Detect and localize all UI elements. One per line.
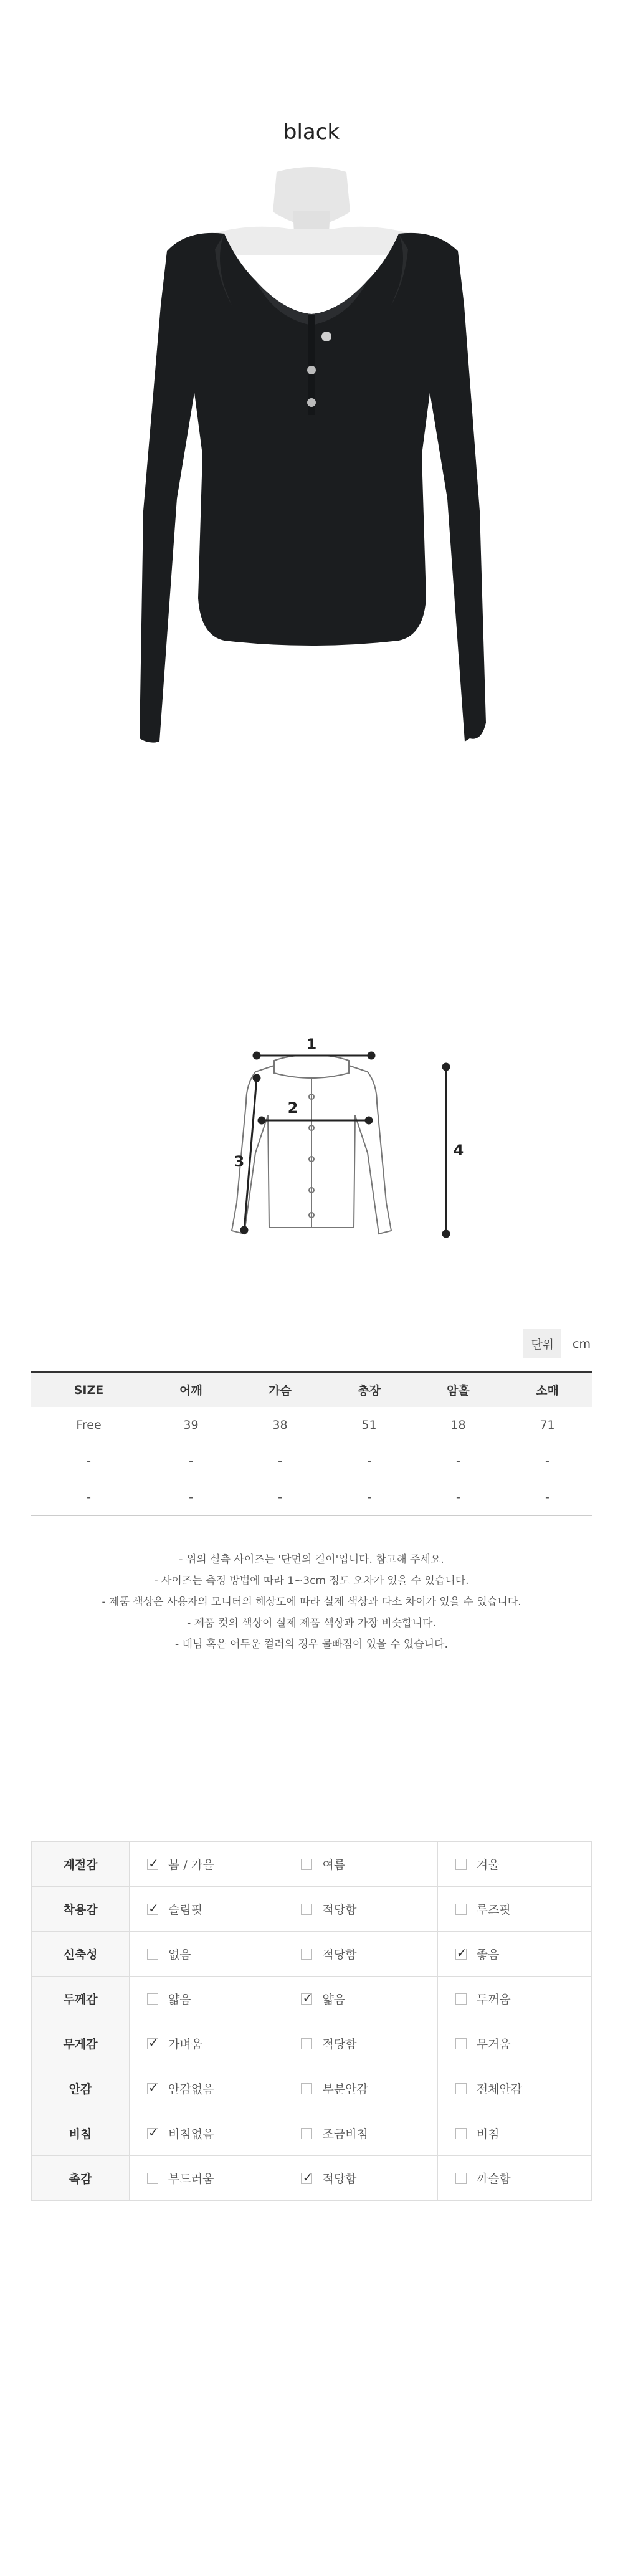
measurement-diagram — [0, 1028, 623, 1277]
fabric-option-label: 비침없음 — [168, 2127, 214, 2141]
unit-value: cm — [573, 1337, 591, 1351]
fabric-info-table — [31, 1841, 592, 2201]
fabric-option — [283, 2156, 437, 2201]
fabric-option — [437, 2021, 591, 2066]
table-cell: 51 — [361, 1418, 377, 1432]
fabric-row — [32, 1887, 592, 1932]
fabric-option — [437, 1887, 591, 1932]
table-cell: 39 — [183, 1418, 199, 1432]
fabric-option — [283, 2066, 437, 2111]
table-row — [31, 1407, 592, 1443]
fabric-option — [130, 2066, 283, 2111]
fabric-option-label: 부드러움 — [168, 2172, 214, 2186]
unit-indicator — [523, 1329, 591, 1358]
fabric-row — [32, 2156, 592, 2201]
fabric-option-label: 두꺼움 — [476, 1993, 511, 2006]
fabric-category: 신축성 — [32, 1932, 130, 1977]
fabric-option-label: 여름 — [322, 1858, 346, 1872]
diagram-label-3: 3 — [234, 1153, 245, 1170]
fabric-option — [130, 1887, 283, 1932]
fabric-option — [437, 1842, 591, 1887]
table-cell: 71 — [540, 1418, 555, 1432]
checked-checkbox — [147, 2128, 158, 2139]
fabric-option — [283, 1977, 437, 2021]
table-cell: 18 — [450, 1418, 466, 1432]
size-notes — [0, 1549, 623, 1655]
fabric-option — [283, 1932, 437, 1977]
unchecked-checkbox — [147, 1949, 158, 1960]
fabric-option-label: 좋음 — [476, 1948, 500, 1962]
fabric-option — [437, 2066, 591, 2111]
fabric-option-label: 안감없음 — [168, 2082, 214, 2096]
fabric-option — [130, 1977, 283, 2021]
fabric-option-label: 전체안감 — [476, 2082, 523, 2096]
fabric-option-label: 비침 — [476, 2127, 500, 2141]
fabric-option — [283, 1842, 437, 1887]
fabric-option — [437, 1932, 591, 1977]
fabric-option-label: 조금비침 — [322, 2127, 368, 2141]
checked-checkbox — [147, 2038, 158, 2049]
fabric-category: 착용감 — [32, 1887, 130, 1932]
table-cell: 38 — [272, 1418, 288, 1432]
header-cell: SIZE — [31, 1372, 146, 1407]
note-line: - 제품 색상은 사용자의 모니터의 해상도에 따라 실제 색상과 다소 차이가 있을 수 있습니다. — [102, 1596, 521, 1608]
diagram-label-2: 2 — [287, 1099, 298, 1117]
header-cell: 총장 — [325, 1372, 414, 1407]
fabric-option-label: 봄 / 가을 — [168, 1858, 214, 1872]
fabric-option-label: 얇음 — [168, 1993, 191, 2006]
note-line: - 제품 컷의 색상이 실제 제품 색상과 가장 비슷합니다. — [187, 1617, 436, 1629]
fabric-row — [32, 1977, 592, 2021]
fabric-option — [130, 2021, 283, 2066]
fabric-option — [283, 2111, 437, 2156]
checked-checkbox — [147, 1904, 158, 1915]
unchecked-checkbox — [301, 2083, 312, 2094]
fabric-option-label: 얇음 — [322, 1993, 346, 2006]
mannequin-image — [206, 167, 417, 255]
product-photo — [0, 162, 623, 791]
fabric-option-label: 무거움 — [476, 2038, 511, 2051]
checked-checkbox — [147, 1859, 158, 1870]
unchecked-checkbox — [301, 2128, 312, 2139]
table-cell: - — [278, 1454, 282, 1468]
checked-checkbox — [301, 1993, 312, 2005]
fabric-option — [437, 2111, 591, 2156]
unchecked-checkbox — [301, 1949, 312, 1960]
fabric-option — [130, 1932, 283, 1977]
size-table-header — [31, 1372, 592, 1407]
table-cell: Free — [76, 1418, 102, 1432]
unchecked-checkbox — [301, 1859, 312, 1870]
diagram-label-4: 4 — [453, 1142, 464, 1159]
table-cell: - — [87, 1454, 91, 1468]
table-cell: - — [325, 1479, 414, 1515]
fabric-option-label: 가벼움 — [168, 2038, 203, 2051]
header-cell: 가슴 — [235, 1372, 325, 1407]
unchecked-checkbox — [455, 1859, 467, 1870]
header-cell: 어깨 — [146, 1372, 235, 1407]
unchecked-checkbox — [147, 1993, 158, 2005]
fabric-option-label: 루즈핏 — [476, 1903, 511, 1917]
fabric-option-label: 없음 — [168, 1948, 191, 1962]
unchecked-checkbox — [455, 2083, 467, 2094]
fabric-option-label: 적당함 — [322, 2172, 357, 2186]
unit-label: 단위 — [523, 1329, 561, 1358]
table-row — [31, 1479, 592, 1515]
table-cell: - — [545, 1454, 549, 1468]
fabric-category: 계절감 — [32, 1842, 130, 1887]
fabric-row — [32, 2021, 592, 2066]
unchecked-checkbox — [301, 2038, 312, 2049]
size-table — [31, 1371, 592, 1516]
unchecked-checkbox — [455, 1904, 467, 1915]
table-cell: - — [414, 1479, 503, 1515]
fabric-option-label: 적당함 — [322, 1903, 357, 1917]
fabric-option-label: 부분안감 — [322, 2082, 368, 2096]
table-cell: - — [31, 1479, 146, 1515]
fabric-option-label: 까슬함 — [476, 2172, 511, 2186]
fabric-row — [32, 2111, 592, 2156]
fabric-option-label: 적당함 — [322, 1948, 357, 1962]
fabric-category: 비침 — [32, 2111, 130, 2156]
fabric-row — [32, 1842, 592, 1887]
fabric-option — [437, 1977, 591, 2021]
fabric-category: 촉감 — [32, 2156, 130, 2201]
table-cell: - — [146, 1479, 235, 1515]
shirt-image — [140, 233, 486, 743]
table-cell: - — [235, 1479, 325, 1515]
fabric-category: 안감 — [32, 2066, 130, 2111]
fabric-row — [32, 1932, 592, 1977]
fabric-category: 무게감 — [32, 2021, 130, 2066]
fabric-option — [283, 2021, 437, 2066]
unchecked-checkbox — [455, 1993, 467, 2005]
fabric-option-label: 슬림핏 — [168, 1903, 203, 1917]
header-cell: 암홀 — [414, 1372, 503, 1407]
header-cell: 소매 — [503, 1372, 592, 1407]
fabric-option-label: 적당함 — [322, 2038, 357, 2051]
unchecked-checkbox — [455, 2173, 467, 2184]
unchecked-checkbox — [455, 2128, 467, 2139]
fabric-option — [437, 2156, 591, 2201]
fabric-option — [130, 2156, 283, 2201]
checked-checkbox — [147, 2083, 158, 2094]
table-cell: - — [367, 1454, 371, 1468]
diagram-label-1: 1 — [306, 1036, 317, 1053]
color-label: black — [283, 120, 340, 145]
table-cell: - — [456, 1454, 460, 1468]
table-cell: - — [503, 1479, 592, 1515]
fabric-option — [130, 2111, 283, 2156]
fabric-option-label: 겨울 — [476, 1858, 500, 1872]
unchecked-checkbox — [301, 1904, 312, 1915]
table-cell: - — [189, 1454, 193, 1468]
note-line: - 위의 실측 사이즈는 '단면의 길이'입니다. 참고해 주세요. — [179, 1553, 444, 1566]
note-line: - 데님 혹은 어두운 컬러의 경우 물빠짐이 있을 수 있습니다. — [175, 1638, 448, 1651]
unchecked-checkbox — [455, 2038, 467, 2049]
note-line: - 사이즈는 측정 방법에 따라 1~3cm 정도 오차가 있을 수 있습니다. — [154, 1575, 469, 1587]
fabric-option — [283, 1887, 437, 1932]
unchecked-checkbox — [147, 2173, 158, 2184]
checked-checkbox — [301, 2173, 312, 2184]
checked-checkbox — [455, 1949, 467, 1960]
fabric-category: 두께감 — [32, 1977, 130, 2021]
fabric-option — [130, 1842, 283, 1887]
table-row — [31, 1443, 592, 1479]
fabric-row — [32, 2066, 592, 2111]
